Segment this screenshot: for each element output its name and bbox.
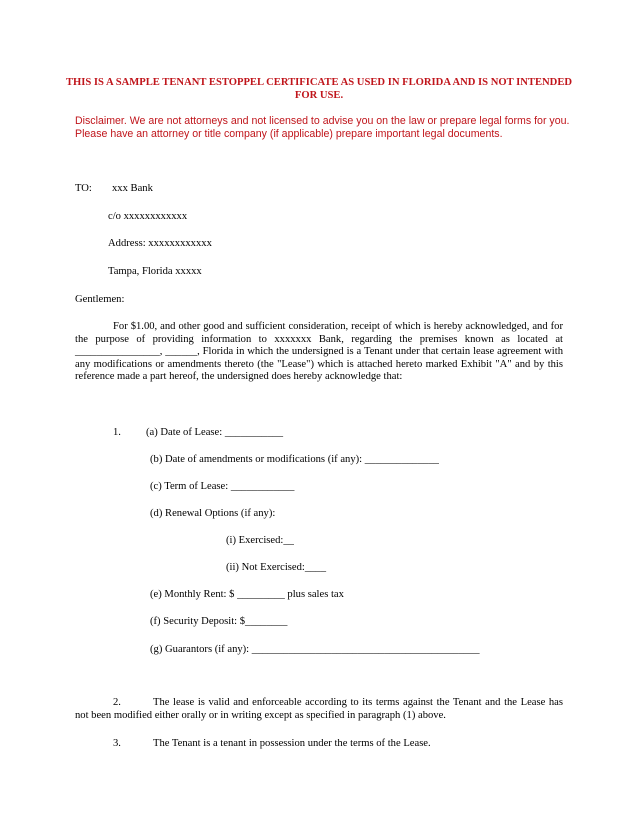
to-label: TO: [75,183,92,194]
item-3-text: The Tenant is a tenant in possession under the terms of the Lease. [153,738,431,749]
item-1d-exercised: (i) Exercised:__ [226,535,294,546]
item-2 [75,696,563,722]
document-title: THIS IS A SAMPLE TENANT ESTOPPEL CERTIFICATE AS USED IN FLORIDA AND IS NOT INTENDED FOR USE. [65,77,573,101]
item-1b-amendments: (b) Date of amendments or modifications (if any): ______________ [150,454,439,465]
item-1d-not-exercised: (ii) Not Exercised:____ [226,562,327,573]
item-1a-date-of-lease: (a) Date of Lease: ___________ [146,427,284,438]
intro-paragraph-text: For $1.00, and other good and sufficient consideration, receipt of which is hereby acknowledged, and for the purpose of providing information to xxxxxxx Bank, regarding the premises known as located at ________________, ______, Florida in which the undersigned is a Tenant under that certain lease agreement with any modifications or amendments thereto (the "Lease") which is attached hereto marked Exhibit "A" and by this reference made a part hereof, the undersigned does hereby acknowledge that: [75,321,563,382]
item-1e-monthly-rent: (e) Monthly Rent: $ _________ plus sales tax [150,589,344,600]
item-1f-security-deposit: (f) Security Deposit: $________ [150,616,288,627]
item-3-number: 3. [113,738,121,749]
disclaimer: Disclaimer. We are not attorneys and not licensed to advise you on the law or prepare legal forms for you. Please have an attorney or title company (if applicable) prepare important legal documents. [75,115,570,140]
item-1g-guarantors: (g) Guarantors (if any): ___________________________________________ [150,644,480,655]
item-2-text: The lease is valid and enforceable according to its terms against the Tenant and the Lease has not been modified either orally or in writing except as specified in paragraph (1) above. [75,697,563,721]
salutation: Gentlemen: [75,294,125,305]
item-1c-term: (c) Term of Lease: ____________ [150,481,295,492]
recipient-bank: xxx Bank [112,183,153,194]
care-of-line: c/o xxxxxxxxxxxx [108,211,188,222]
item-1-number: 1. [113,427,121,438]
item-1d-renewal-options: (d) Renewal Options (if any): [150,508,276,519]
intro-paragraph [75,321,563,384]
city-line: Tampa, Florida xxxxx [108,266,202,277]
item-2-number: 2. [113,697,121,708]
address-line: Address: xxxxxxxxxxxx [108,238,212,249]
